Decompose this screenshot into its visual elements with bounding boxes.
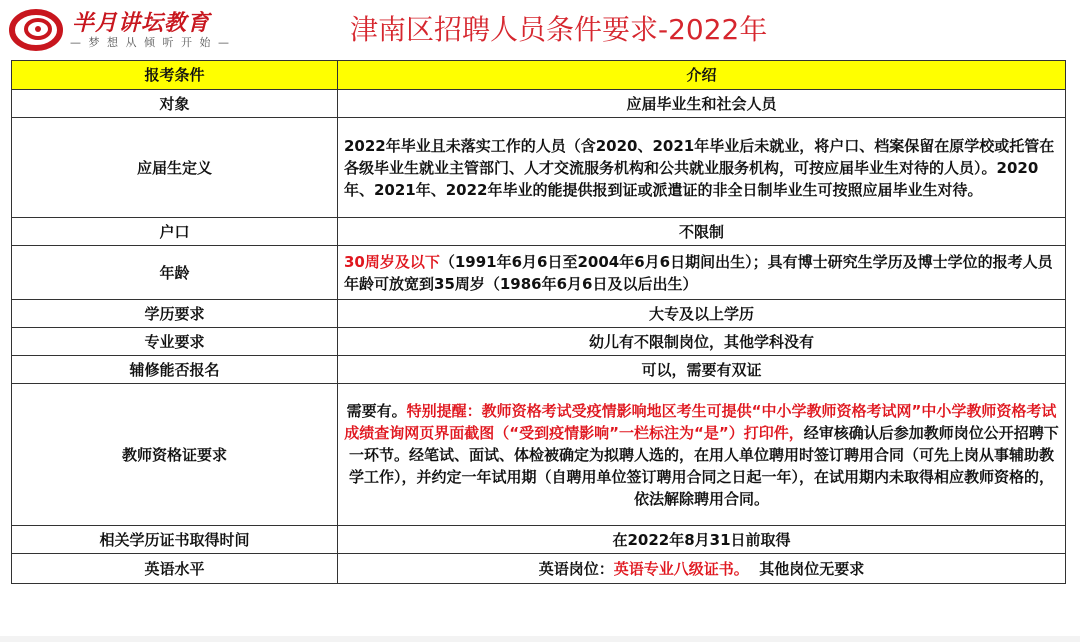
table-row <box>12 246 1066 300</box>
cert-detail: 经审核确认后参加教师岗位公开招聘下一环节。经笔试、面试、体检被确定为拟聘人选的，在用人单位聘用时签订聘用合同（可先上岗从事辅助教学工作），并约定一年试用期（自聘用单位签订聘用合同之日起一年），在试用期内未取得相应教师资格的，依法解除聘用合同。 <box>348 423 1059 508</box>
table-row <box>12 526 1066 554</box>
table-row <box>12 328 1066 356</box>
brand-logo <box>8 4 240 54</box>
row-value <box>338 554 1066 584</box>
row-label: 学历要求 <box>12 300 338 328</box>
column-header-intro: 介绍 <box>338 61 1066 90</box>
footer-strip <box>0 636 1080 642</box>
age-detail: （1991年6月6日至2004年6月6日期间出生）；具有博士研究生学历及博士学位的报考人员年龄可放宽到35周岁（1986年6月6日及以后出生） <box>344 252 1053 293</box>
row-label: 户口 <box>12 218 338 246</box>
row-label: 应届生定义 <box>12 118 338 218</box>
table-row <box>12 356 1066 384</box>
row-value <box>338 384 1066 526</box>
logo-name: 半月讲坛教育 <box>72 11 211 36</box>
page-header <box>0 0 1080 58</box>
requirements-table <box>11 60 1066 584</box>
table-row <box>12 118 1066 218</box>
row-value: 可以，需要有双证 <box>338 356 1066 384</box>
row-label: 专业要求 <box>12 328 338 356</box>
row-value: 大专及以上学历 <box>338 300 1066 328</box>
age-limit-highlight: 30周岁及以下 <box>344 252 440 271</box>
row-value: 应届毕业生和社会人员 <box>338 90 1066 118</box>
table-row <box>12 554 1066 584</box>
table-row <box>12 90 1066 118</box>
row-label: 相关学历证书取得时间 <box>12 526 338 554</box>
row-value: 在2022年8月31日前取得 <box>338 526 1066 554</box>
row-label: 年龄 <box>12 246 338 300</box>
table-row <box>12 300 1066 328</box>
column-header-condition: 报考条件 <box>12 61 338 90</box>
row-label: 教师资格证要求 <box>12 384 338 526</box>
english-post-label: 英语岗位： <box>538 559 614 578</box>
english-other: 其他岗位无要求 <box>748 559 865 578</box>
page-title: 津南区招聘人员条件要求-2022年 <box>350 13 768 46</box>
row-value: 2022年毕业且未落实工作的人员（含2020、2021年毕业后未就业，将户口、档案保留在原学校或托管在各级毕业生就业主管部门、人才交流服务机构和公共就业服务机构，可按应届毕业生对待的人员）。2020年、2021年、2022年毕业的能提供报到证或派遣证的非全日制毕业生可按照应届毕业生对待。 <box>338 118 1066 218</box>
logo-slogan: — 梦 想 从 倾 听 开 始 — <box>70 36 231 49</box>
row-label: 辅修能否报名 <box>12 356 338 384</box>
english-cert-highlight: 英语专业八级证书。 <box>613 559 749 578</box>
cert-intro: 需要有。 <box>346 401 407 420</box>
logo-swirl-icon <box>8 4 66 54</box>
table-row <box>12 384 1066 526</box>
row-value: 幼儿有不限制岗位，其他学科没有 <box>338 328 1066 356</box>
row-label: 对象 <box>12 90 338 118</box>
row-value <box>338 246 1066 300</box>
row-value: 不限制 <box>338 218 1066 246</box>
table-row <box>12 218 1066 246</box>
cert-special-reminder: 特别提醒：教师资格考试受疫情影响地区考生可提供“中小学教师资格考试网”中小学教师资格考试成绩查询网页界面截图（“受到疫情影响”一栏标注为“是”）打印件， <box>344 401 1057 442</box>
table-header-row <box>12 61 1066 90</box>
row-label: 英语水平 <box>12 554 338 584</box>
